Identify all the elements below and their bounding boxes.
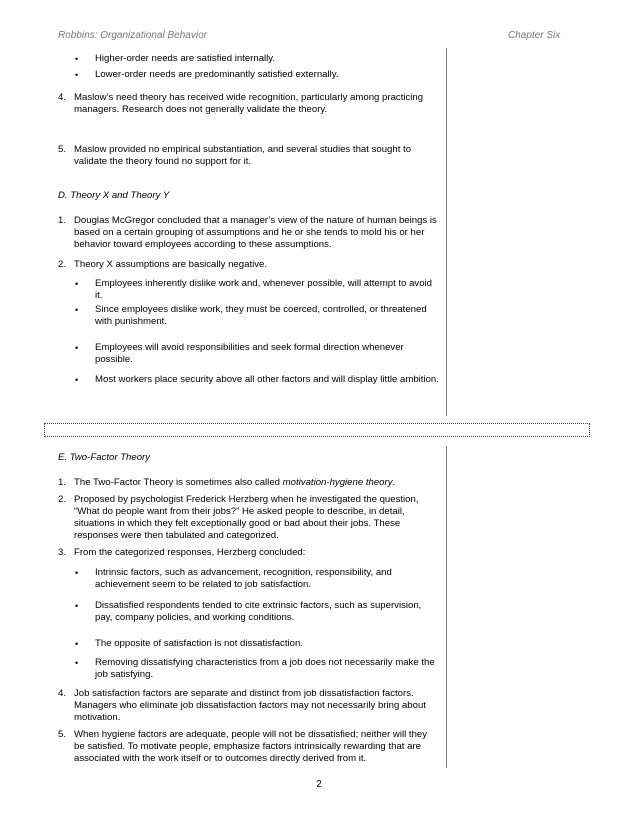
list-item: 5. When hygiene factors are adequate, people will not be dissatisfied; neither will they be satisfied. To motivate people, emphasize factors intrinsically rewarding that are associated with the work itself or to outcomes directly derived from it. <box>58 729 428 764</box>
page-number: 2 <box>316 779 322 790</box>
section-divider <box>44 423 590 437</box>
list-item: • Dissatisfied respondents tended to cite extrinsic factors, such as supervision, pay, company policies, and working conditions. <box>75 600 422 623</box>
list-item: 2. Theory X assumptions are basically negative. <box>58 259 268 270</box>
list-item: • Intrinsic factors, such as advancement, recognition, responsibility, and achievement seem to be related to job satisfaction. <box>75 567 392 590</box>
bullet-icon: • <box>75 343 79 353</box>
bullet-icon: • <box>75 375 79 385</box>
margin-rule-top <box>446 48 447 416</box>
list-item: 4. Maslow’s need theory has received wide recognition, particularly among practicing managers. Research does not generally validate the theory. <box>58 92 424 115</box>
list-item: • Employees will avoid responsibilities and seek formal direction whenever possible. <box>75 342 404 365</box>
section-heading: D. Theory X and Theory Y <box>58 190 170 201</box>
bullet-icon: • <box>75 54 79 64</box>
bullet-icon: • <box>75 70 79 80</box>
margin-rule-bottom <box>446 446 447 768</box>
list-item: • Higher-order needs are satisfied internally. <box>75 53 276 64</box>
list-item: 2. Proposed by psychologist Frederick Herzberg when he investigated the question, “What do people want from their jobs?” He asked people to describe, in detail, situations in which they felt exceptionally good or bad about their jobs. These responses were then tabulated and categorized. <box>58 494 419 541</box>
section-heading: E. Two-Factor Theory <box>58 452 151 463</box>
bullet-icon: • <box>75 658 79 668</box>
list-item: • The opposite of satisfaction is not dissatisfaction. <box>75 638 303 649</box>
list-item: • Removing dissatisfying characteristics from a job does not necessarily make the job satisfying. <box>75 657 435 680</box>
bullet-icon: • <box>75 279 79 289</box>
bullet-icon: • <box>75 568 79 578</box>
bullet-icon: • <box>75 305 79 315</box>
bullet-icon: • <box>75 601 79 611</box>
list-item: • Employees inherently dislike work and, whenever possible, will attempt to avoid it. <box>75 278 433 301</box>
list-item: 4. Job satisfaction factors are separate and distinct from job dissatisfaction factors. Managers who eliminate job dissatisfaction factors may not necessarily bring about motivation. <box>58 688 426 723</box>
list-item: • Lower-order needs are predominantly satisfied externally. <box>75 69 339 80</box>
list-item: 5. Maslow provided no empirical substantiation, and several studies that sought to validate the theory found no support for it. <box>58 144 412 167</box>
header-left: Robbins: Organizational Behavior <box>58 30 207 41</box>
list-item: • Most workers place security above all other factors and will display little ambition. <box>75 374 439 385</box>
bullet-icon: • <box>75 639 79 649</box>
list-item: 1. The Two-Factor Theory is sometimes also called motivation-hygiene theory. <box>58 477 396 488</box>
header-right: Chapter Six <box>508 30 561 41</box>
list-item: 1. Douglas McGregor concluded that a manager’s view of the nature of human beings is based on a certain grouping of assumptions and he or she tends to mold his or her behavior toward employees according to these assumptions. <box>58 215 437 250</box>
list-item: 3. From the categorized responses, Herzberg concluded: <box>58 547 306 558</box>
list-item: • Since employees dislike work, they must be coerced, controlled, or threatened with punishment. <box>75 304 427 327</box>
